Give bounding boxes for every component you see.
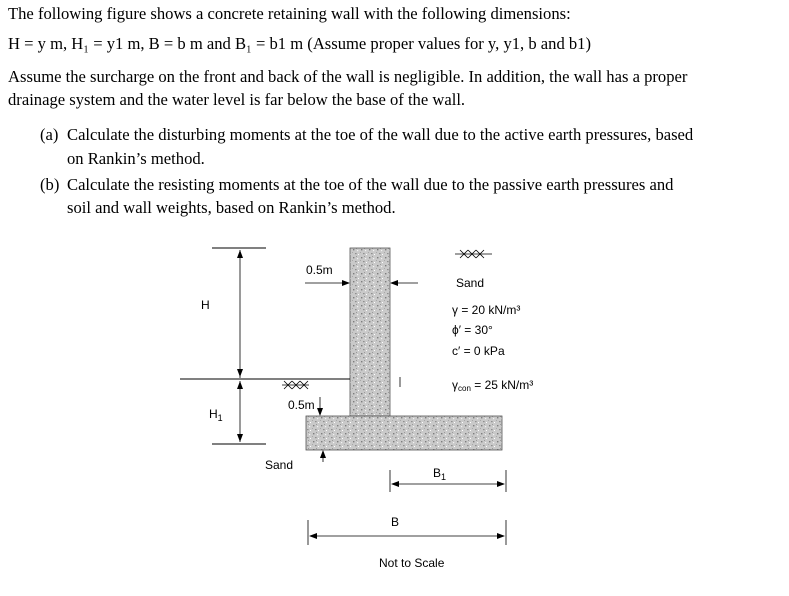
label-not-to-scale: Not to Scale xyxy=(379,556,445,570)
wall-stem xyxy=(350,248,390,416)
part-a-label: (a) xyxy=(40,125,59,144)
problem-line-1: The following figure shows a concrete retaining wall with the following dimensions: xyxy=(8,4,571,23)
label-h: H xyxy=(201,298,210,312)
label-cohesion: c′ = 0 kPa xyxy=(452,344,505,358)
label-base-thickness: 0.5m xyxy=(288,398,315,412)
base-thickness-arrow-bottom xyxy=(320,450,326,458)
wall-base xyxy=(306,416,502,450)
problem-line-2: H = y m, H₁ = y1 m, B = b m and B₁ = b1 m (Assume proper values for y, y1, b and b1) xyxy=(8,34,592,53)
label-b: B xyxy=(391,515,400,529)
part-b-line-2: soil and wall weights, based on Rankin’s method. xyxy=(67,198,396,217)
base-thickness-arrow-top xyxy=(317,408,323,416)
label-sand-back: Sand xyxy=(456,276,485,290)
part-a-line-1: Calculate the disturbing moments at the toe of the wall due to the active earth pressures, based xyxy=(67,125,694,144)
stem-width-arrow-left xyxy=(342,280,350,286)
part-b-label: (b) xyxy=(40,175,60,194)
h1-arrow-top xyxy=(237,381,243,389)
b-arrow-right xyxy=(497,533,505,539)
label-stem-width: 0.5m xyxy=(306,263,333,277)
label-gamma-con: γcon = 25 kN/m³ xyxy=(452,378,534,393)
problem-line-4: drainage system and the water level is far below the base of the wall. xyxy=(8,90,466,109)
back-ground-hatch-icon xyxy=(455,250,492,258)
label-gamma: γ = 20 kN/m³ xyxy=(452,303,521,317)
part-b-line-1: Calculate the resisting moments at the toe of the wall due to the passive earth pressures and xyxy=(67,175,674,194)
part-a-line-2: on Rankin’s method. xyxy=(67,149,205,168)
h-arrow-top xyxy=(237,250,243,258)
label-sand-front: Sand xyxy=(265,458,294,472)
label-h1: $H_1$ xyxy=(209,407,223,423)
b1-arrow-right xyxy=(497,481,505,487)
label-phi: ϕ′ = 30° xyxy=(452,323,493,337)
front-ground-hatch-icon xyxy=(282,381,309,389)
stem-width-arrow-right xyxy=(390,280,398,286)
h1-arrow-bottom xyxy=(237,434,243,442)
b-arrow-left xyxy=(309,533,317,539)
label-b1: $B_1$ xyxy=(433,466,447,482)
h-arrow-bottom xyxy=(237,369,243,377)
b1-arrow-left xyxy=(391,481,399,487)
problem-line-3: Assume the surcharge on the front and back of the wall is negligible. In addition, the wall has a proper xyxy=(8,67,688,86)
